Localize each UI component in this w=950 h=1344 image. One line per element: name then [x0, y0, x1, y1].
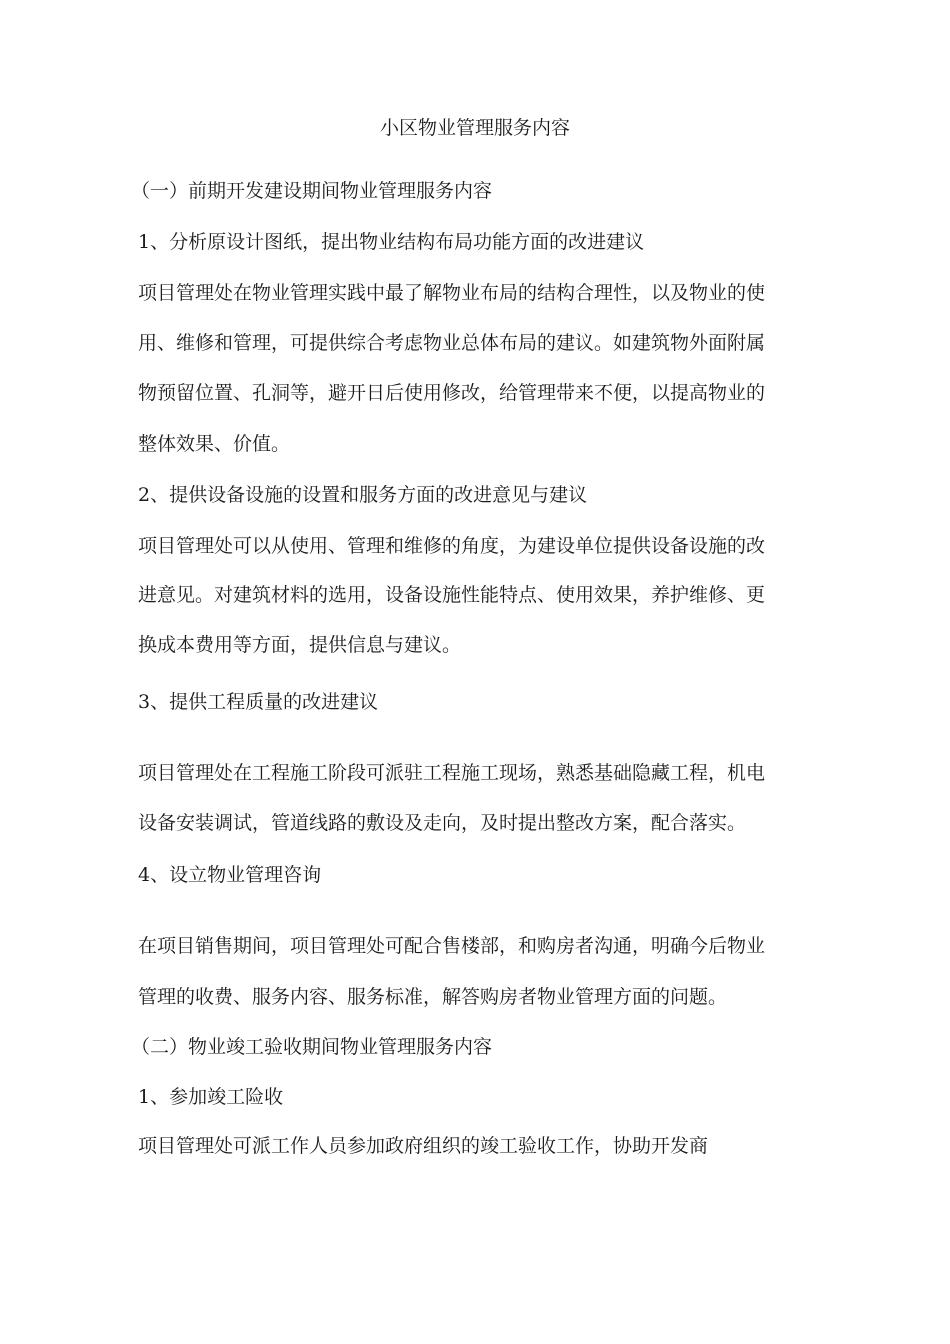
paragraph-line: 在项目销售期间，项目管理处可配合售楼部，和购房者沟通，明确今后物业: [138, 935, 766, 957]
section-heading-1: （一）前期开发建设期间物业管理服务内容: [131, 180, 493, 202]
paragraph-line: 物预留位置、孔洞等，避开日后使用修改，给管理带来不便，以提高物业的: [138, 382, 766, 404]
item-heading-1-3: 3、提供工程质量的改进建议: [138, 691, 379, 713]
paragraph-line: 项目管理处可以从使用、管理和维修的角度，为建设单位提供设备设施的改: [138, 535, 766, 557]
section-heading-2: （二）物业竣工验收期间物业管理服务内容: [131, 1036, 493, 1058]
paragraph-line: 项目管理处可派工作人员参加政府组织的竣工验收工作，协助开发商: [138, 1135, 709, 1157]
paragraph-line: 整体效果、价值。: [138, 433, 291, 455]
paragraph-line: 进意见。对建筑材料的选用，设备设施性能特点、使用效果，养护维修、更: [138, 584, 766, 606]
item-heading-1-1: 1、分析原设计图纸，提出物业结构布局功能方面的改进建议: [138, 231, 645, 253]
paragraph-line: 设备安装调试，管道线路的敷设及走向，及时提出整改方案，配合落实。: [138, 812, 747, 834]
item-heading-1-2: 2、提供设备设施的设置和服务方面的改进意见与建议: [138, 484, 588, 506]
paragraph-line: 用、维修和管理，可提供综合考虑物业总体布局的建议。如建筑物外面附属: [138, 332, 766, 354]
item-heading-1-4: 4、设立物业管理咨询: [138, 864, 322, 886]
paragraph-line: 项目管理处在工程施工阶段可派驻工程施工现场，熟悉基础隐藏工程，机电: [138, 762, 766, 784]
paragraph-line: 管理的收费、服务内容、服务标准，解答购房者物业管理方面的问题。: [138, 986, 728, 1008]
paragraph-line: 项目管理处在物业管理实践中最了解物业布局的结构合理性，以及物业的使: [138, 282, 766, 304]
paragraph-line: 换成本费用等方面，提供信息与建议。: [138, 634, 462, 656]
document-title: 小区物业管理服务内容: [379, 117, 570, 139]
item-heading-2-1: 1、参加竣工险收: [138, 1086, 284, 1108]
